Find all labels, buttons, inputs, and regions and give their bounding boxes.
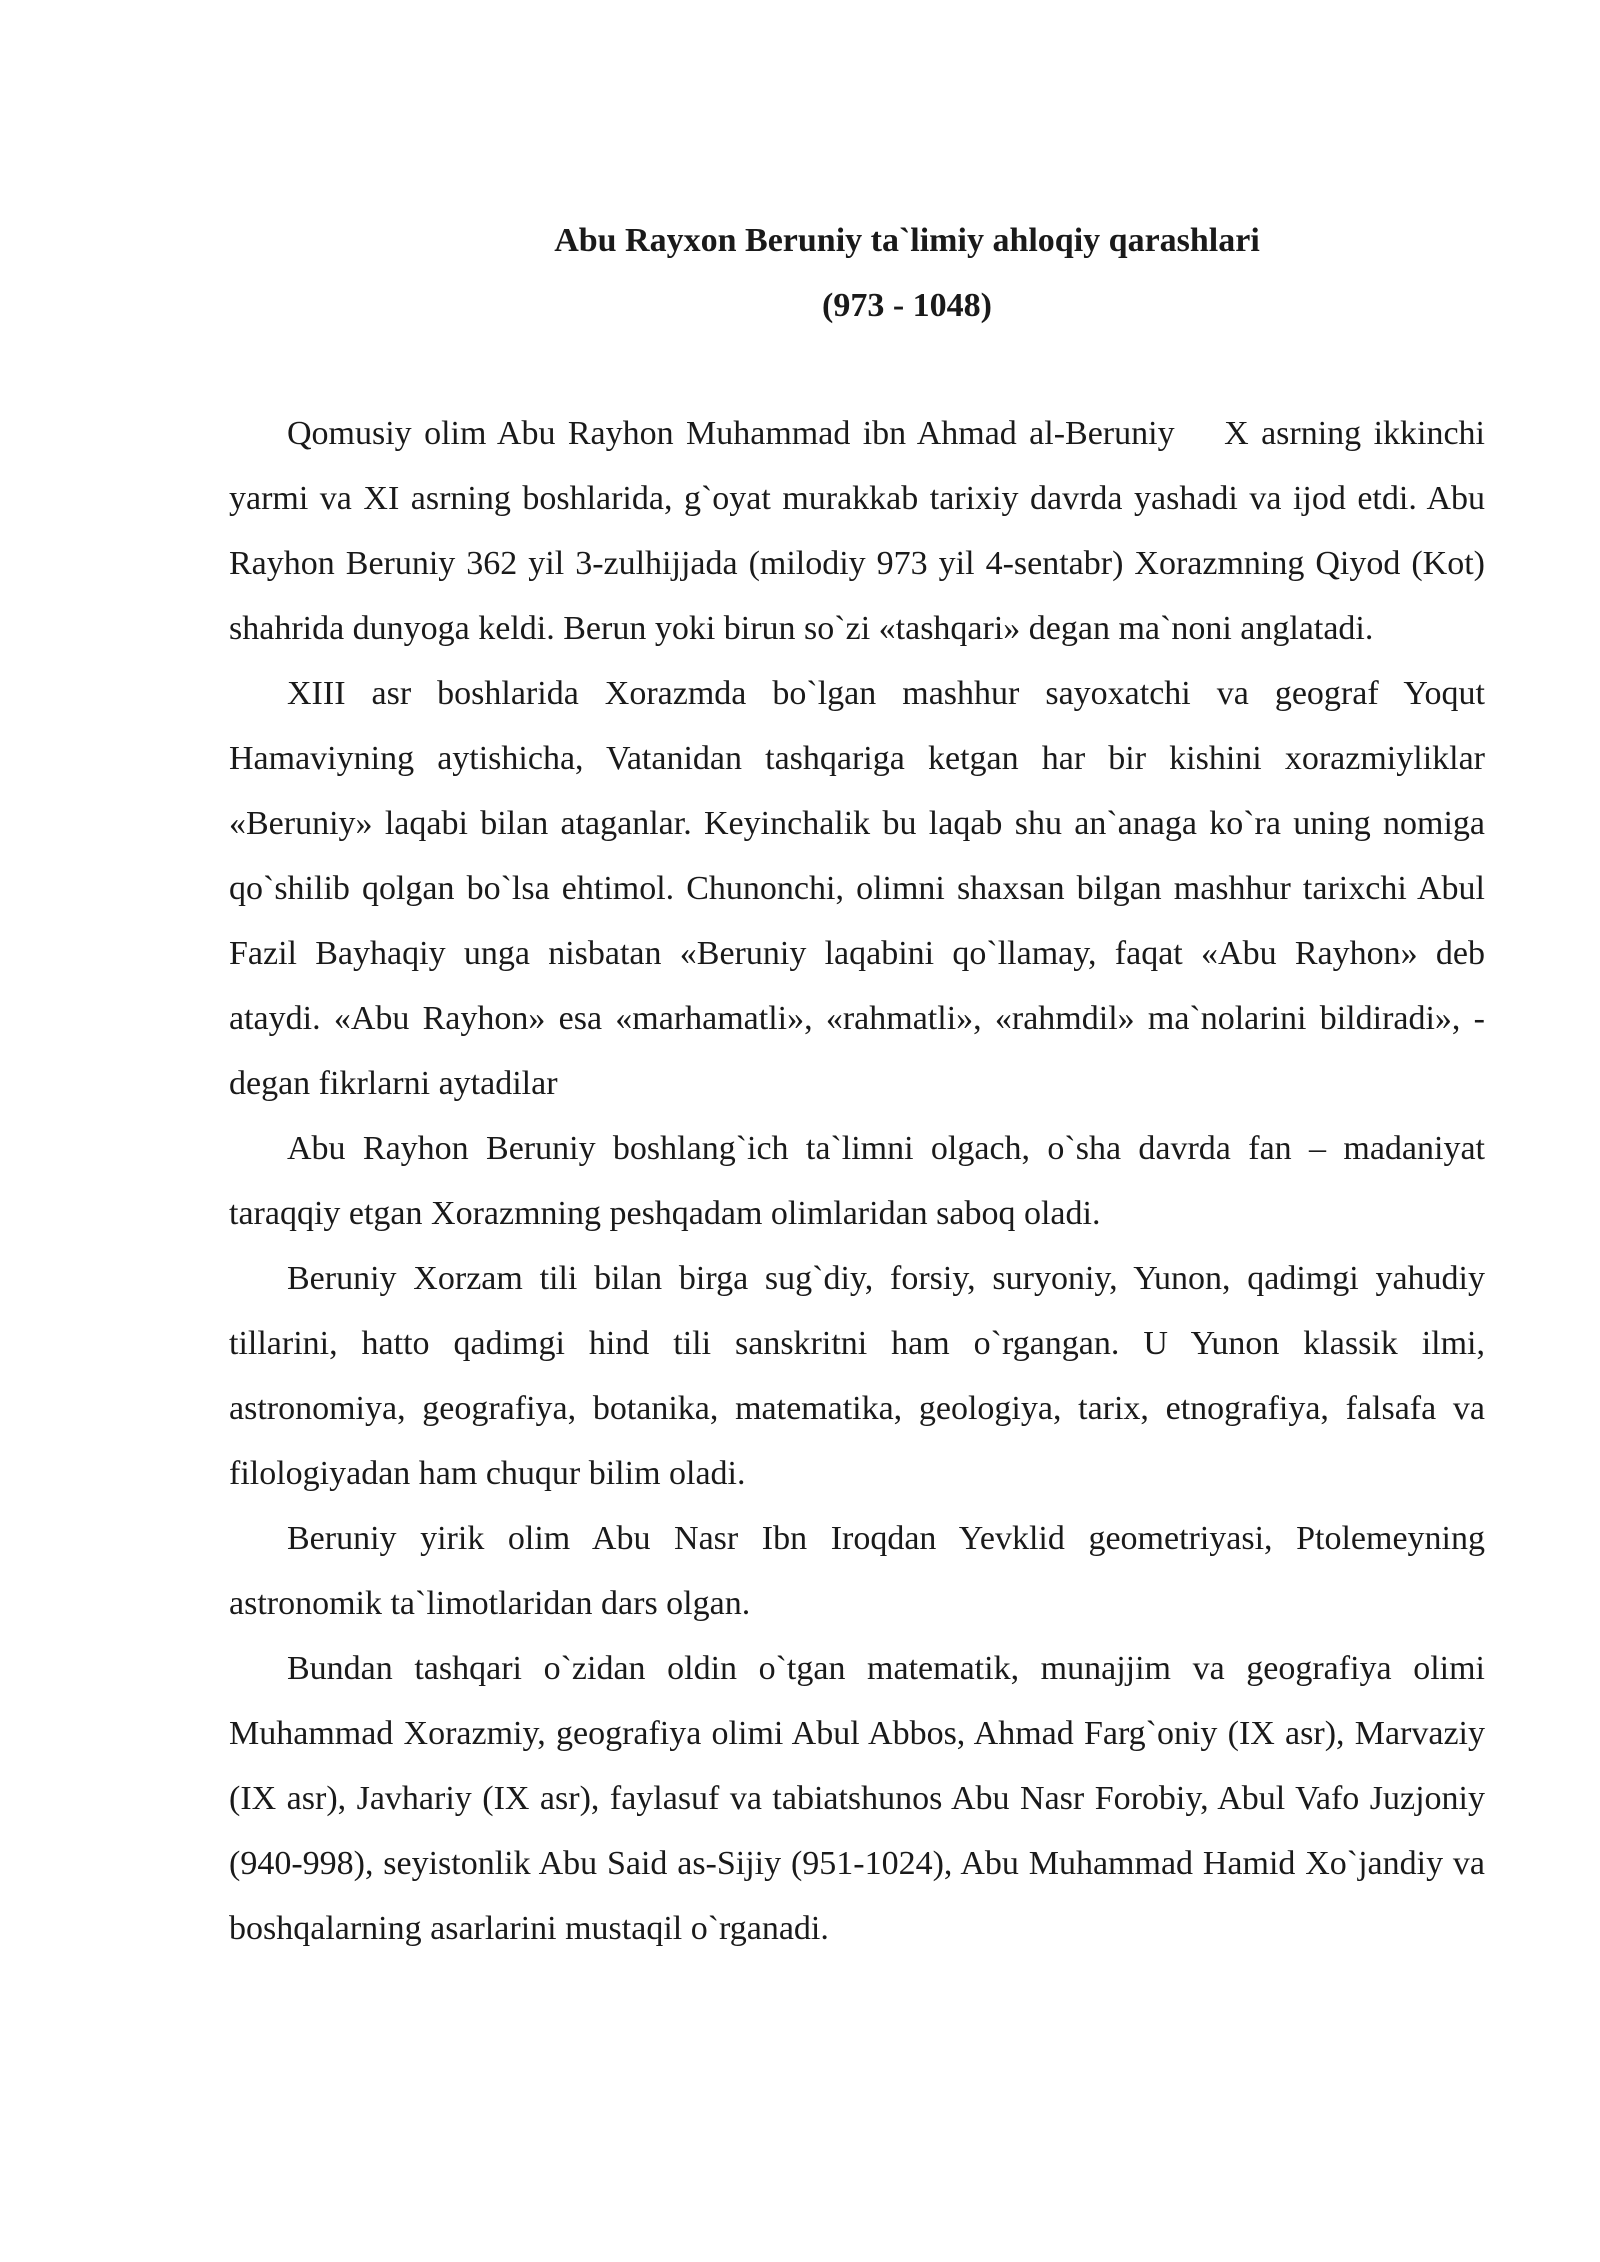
paragraph-4: Beruniy Xorzam tili bilan birga sug`diy, forsiy, suryoniy, Yunon, qadimgi yahudiy tillarini, hatto qadimgi hind tili sanskritni ham o`rgangan. U Yunon klassik ilmi, astronomiya, geografiya, botanika, matematika, geologiya, tarix, etnografiya, falsafa va filologiyadan ham chuqur bilim oladi.	[229, 1260, 1485, 1492]
document-years: (973 - 1048)	[822, 287, 992, 324]
document-page	[229, 208, 1494, 1961]
paragraph-3: Abu Rayhon Beruniy boshlang`ich ta`limni olgach, o`sha davrda fan – madaniyat taraqqiy etgan Xorazmning peshqadam olimlaridan saboq oladi.	[229, 1130, 1485, 1232]
paragraph-2: XIII asr boshlarida Xorazmda bo`lgan mashhur sayoxatchi va geograf Yoqut Hamaviyning aytishicha, Vatanidan tashqariga ketgan har bir kishini xorazmiyliklar «Beruniy» laqabi bilan ataganlar. Keyinchalik bu laqab shu an`anaga ko`ra uning nomiga qo`shilib qolgan bo`lsa ehtimol. Chunonchi, olimni shaxsan bilgan mashhur tarixchi Abul Fazil Bayhaqiy unga nisbatan «Beruniy laqabini qo`llamay, faqat «Abu Rayhon» deb ataydi. «Abu Rayhon» esa «marhamatli», «rahmatli», «rahmdil» ma`nolarini bildiradi», - degan fikrlarni aytadilar	[229, 675, 1485, 1102]
paragraph-6: Bundan tashqari o`zidan oldin o`tgan matematik, munajjim va geografiya olimi Muhammad Xorazmiy, geografiya olimi Abul Abbos, Ahmad Farg`oniy (IX asr), Marvaziy (IX asr), Javhariy (IX asr), faylasuf va tabiatshunos Abu Nasr Forobiy, Abul Vafo Juzjoniy (940-998), seyistonlik Abu Said as-Sijiy (951-1024), Abu Muhammad Hamid Xo`jandiy va boshqalarning asarlarini mustaqil o`rganadi.	[229, 1650, 1485, 1947]
document-title: Abu Rayxon Beruniy ta`limiy ahloqiy qarashlari	[554, 222, 1260, 259]
paragraph-5: Beruniy yirik olim Abu Nasr Ibn Iroqdan Yevklid geometriyasi, Ptolemeyning astronomik ta`limotlaridan dars olgan.	[229, 1520, 1485, 1622]
paragraph-1: Qomusiy olim Abu Rayhon Muhammad ibn Ahmad al-Beruniy X asrning ikkinchi yarmi va XI asrning boshlarida, g`oyat murakkab tarixiy davrda yashadi va ijod etdi. Abu Rayhon Beruniy 362 yil 3-zulhijjada (milodiy 973 yil 4-sentabr) Xorazmning Qiyod (Kot) shahrida dunyoga keldi. Berun yoki birun so`zi «tashqari» degan ma`noni anglatadi.	[229, 415, 1494, 647]
